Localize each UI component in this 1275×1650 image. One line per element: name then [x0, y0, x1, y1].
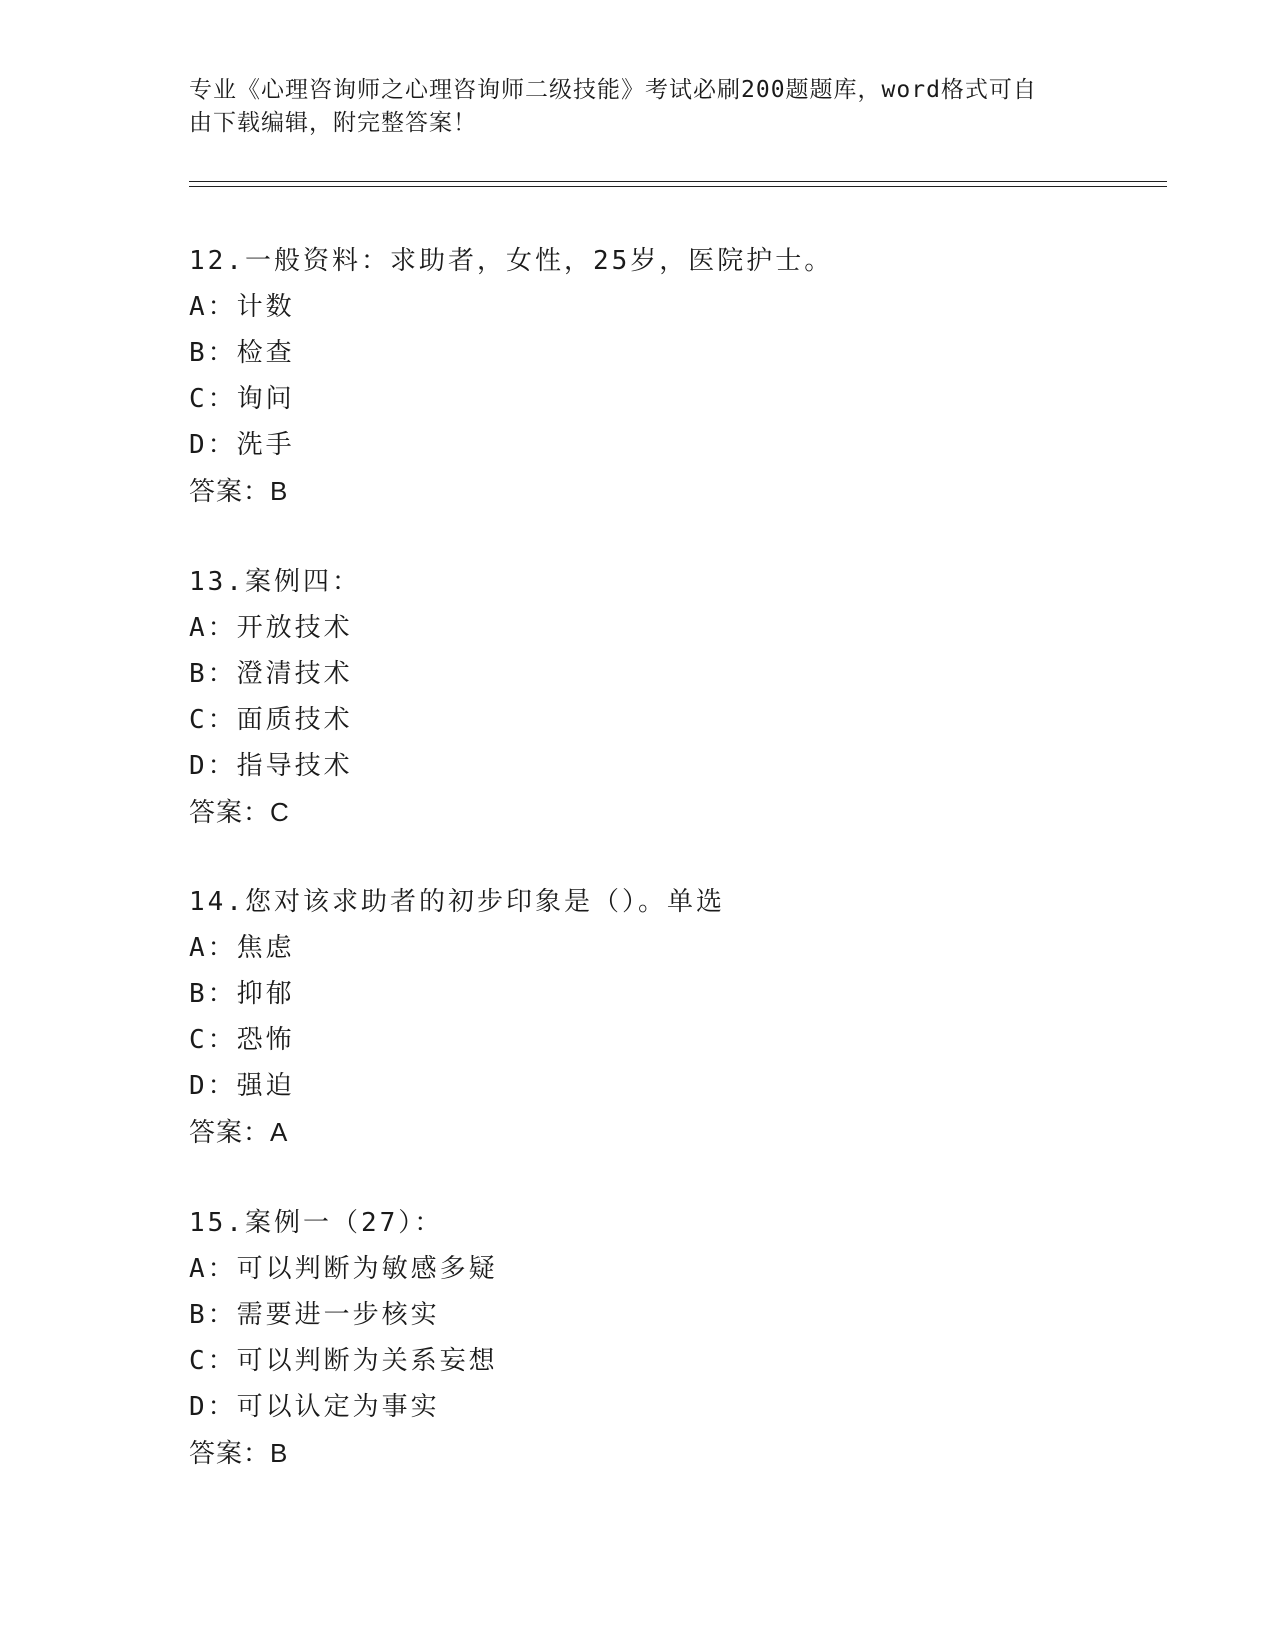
- option-b: B：抑郁: [189, 979, 295, 1009]
- option-d: D：洗手: [189, 430, 295, 460]
- question-block: [189, 559, 1167, 835]
- question-stem: 13.案例四：: [189, 567, 361, 597]
- question-stem: 12.一般资料：求助者，女性，25岁，医院护士。: [189, 246, 834, 276]
- answer-text: 答案：B: [189, 1438, 289, 1468]
- option-c: C：恐怖: [189, 1025, 295, 1055]
- answer-text: 答案：C: [189, 797, 290, 827]
- option-c: C：询问: [189, 384, 295, 414]
- answer-text: 答案：B: [189, 476, 289, 506]
- option-d: D：强迫: [189, 1071, 295, 1101]
- document-header: [189, 74, 1089, 140]
- option-c: C：面质技术: [189, 705, 353, 735]
- question-block: [189, 238, 1167, 514]
- option-a: A：开放技术: [189, 613, 353, 643]
- question-stem: 14.您对该求助者的初步印象是（）。单选: [189, 887, 725, 917]
- option-a: A：计数: [189, 292, 295, 322]
- option-b: B：需要进一步核实: [189, 1300, 440, 1330]
- question-block: [189, 879, 1167, 1155]
- option-d: D：可以认定为事实: [189, 1392, 440, 1422]
- question-stem: 15.案例一（27）：: [189, 1208, 444, 1238]
- option-d: D：指导技术: [189, 751, 353, 781]
- header-double-rule: [189, 181, 1167, 187]
- option-b: B：澄清技术: [189, 659, 353, 689]
- answer-text: 答案：A: [189, 1117, 289, 1147]
- option-a: A：焦虑: [189, 933, 295, 963]
- option-b: B：检查: [189, 338, 295, 368]
- header-line-1: 专业《心理咨询师之心理咨询师二级技能》考试必刷200题题库，word格式可自: [189, 77, 1037, 103]
- header-line-2: 由下载编辑，附完整答案！: [189, 110, 477, 136]
- option-c: C：可以判断为关系妄想: [189, 1346, 498, 1376]
- option-a: A：可以判断为敏感多疑: [189, 1254, 498, 1284]
- question-block: [189, 1200, 1167, 1476]
